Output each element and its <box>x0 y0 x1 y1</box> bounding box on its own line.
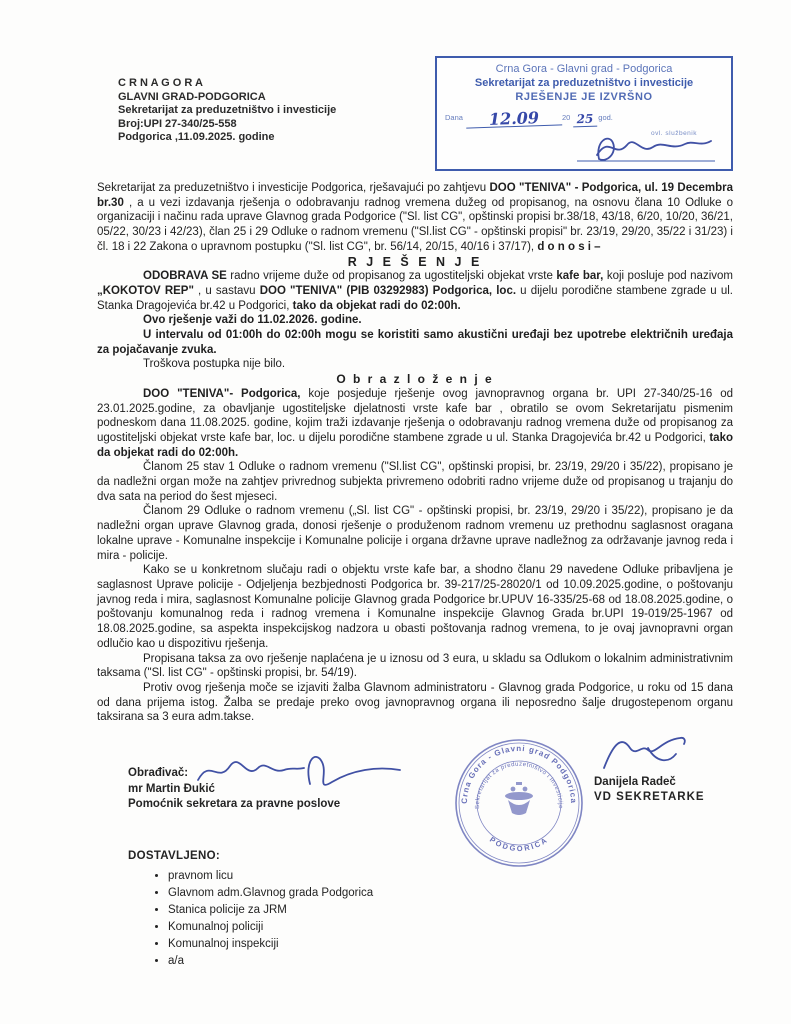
official-round-stamp <box>452 736 586 870</box>
list-item: • Komunalnoj policiji <box>168 919 373 936</box>
dispozitiv-paragraph-1 <box>97 269 733 313</box>
list-item: • Komunalnoj inspekciji <box>168 936 373 953</box>
round-stamp-bottom-text: PODGORICA <box>487 834 551 854</box>
intro-paragraph <box>97 181 733 255</box>
document-title: R J E Š E N J E <box>347 254 483 269</box>
obrazlozenje-paragraph-5: Propisana taksa za ovo rješenje naplaćena je u iznosu od 3 eura, u skladu sa Odlukom o lokalnim administrativnim taksama ("Sl. list CG" - opštinski propisi, br. 54/19). <box>97 652 733 680</box>
stamp-line-secretariat: Sekretarijat za preduzetništvo i investicije <box>474 77 694 89</box>
processor-name: mr Martin Đukić <box>128 782 215 795</box>
round-stamp-outer-text: Crna Gora - Glavni grad Podgorica <box>459 743 579 805</box>
letterhead-city: GLAVNI GRAD-PODGORICA <box>118 90 266 103</box>
stamp-date-label: Dana <box>445 113 463 122</box>
dispozitiv-venue-name: „KOKOTOV REP" <box>97 284 194 297</box>
delivered-to-list <box>128 868 373 970</box>
letterhead-place-date: Podgorica ,11.09.2025. godine <box>118 131 275 144</box>
intro-text-1: Sekretarijat za preduzetništvo i investicije Podgorica, rješavajući po zahtjevu <box>97 182 490 194</box>
document-body <box>97 181 733 725</box>
obrazlozenje-text-1: koje posjeduje rješenje ovog javnopravnog organa br. UPI 27-340/25-16 od 23.01.2025.godine, za obavljanje ugostiteljske djelatnosti vrste kafe bar , obratilo se ovom Sekretarijatu pismenim podneskom dana 11.08.2025. godine, kojim traži izdavanje rješenja o odobravanju radnog vremena duže od propisanog za ugostiteljski objekat vrste kafe bar, loc. u dijelu porodične stambene zgrade u ul. Stanka Dragojevića br.42 u Podgorici, <box>97 387 734 444</box>
clerk-signature-icon <box>569 129 719 165</box>
stamp-line-jurisdiction: Crna Gora - Glavni grad - Podgorica <box>495 63 673 75</box>
secretary-signature-icon <box>596 728 691 776</box>
executory-stamp <box>435 56 733 171</box>
stamp-date-handwritten: 12.09 <box>466 110 562 128</box>
stamp-signature-area <box>443 129 725 163</box>
stamp-line-status: RJEŠENJE JE IZVRŠNO <box>515 91 653 103</box>
obrazlozenje-paragraph-2: Članom 25 stav 1 Odluke o radnom vremenu ("Sl.list CG", opštinski propisi, br. 23/19, 29/20 i 35/22), propisano je da nadležni organ može na zahtjev privrednog subjekta privremeno odobriti radno vrijeme duže od propisanog u trajanju do dva sata na period do šest mjeseci. <box>97 461 733 503</box>
stamp-year-prefix: 20 <box>561 113 571 122</box>
obrazlozenje-paragraph-3: Članom 29 Odluke o radnom vremenu („Sl. list CG" - opštinski propisi, br. 23/19, 29/20 i 35/22), propisano je da nadležni organ uprave Glavnog grada, donosi rješenje o produženom radnom vremenu uz prethodnu saglasnost oragana lokalne uprave - Komunalne inspekcije i Komunalne policije i organa državne uprave nadležnog za održavanje javnog reda i mira - policije. <box>97 505 733 562</box>
dispozitiv-text-3: , u sastavu <box>193 284 260 297</box>
obrazlozenje-paragraph-6: Protiv ovog rješenja moče se izjaviti žalba Glavnom administratoru - Glavnog grada Podgorice, u roku od 15 dana od dana prijema istog. Žalba se predaje preko ovog javnopravnog organa ili neposredno šalje drugostepenom organu taksirana sa 3 eura adm.takse. <box>97 681 733 724</box>
secretary-signature-block <box>594 775 705 805</box>
letterhead-country: C R N A G O R A <box>118 77 203 89</box>
intro-applicant: DOO "TENIVA" - Podgorica, ul. 19 Decembra br.30 <box>97 182 733 209</box>
dispozitiv-paragraph-4: Troškova postupka nije bilo. <box>143 358 286 371</box>
svg-text:PODGORICA <box>488 835 550 853</box>
stamp-year-handwritten: 25 <box>573 112 598 128</box>
letterhead-case-number: Broj:UPI 27-340/25-558 <box>118 117 237 130</box>
list-item: • pravnom licu <box>168 868 373 885</box>
intro-text-2: , a u vezi izdavanja rješenja o odobravanju radnog vremena dužeg od propisanog, na osnovu člana 10 Odluke o organizaciji i načinu rada uprave Glavnog grada Podgorice ("Sl. list CG", opštinski propisi br.38/18, 43/18, 6/20, 10/20, 36/21, 05/22, 30/23 i 42/23), član 25 i 29 Odluke o radnom vremenu ("Sl.list CG" - opštinski propisi" br. 23/19, 29/20, 35/22 i 31/23) i čl. 18 i 22 Zakona o upravnom postupku ("Sl. list CG", br. 56/14, 20/15, 40/16 i 37/17), <box>97 196 733 253</box>
list-item: • Stanica policije za JRM <box>168 902 373 919</box>
dispozitiv-text-2: koji posluje pod nazivom <box>603 270 733 283</box>
coat-of-arms-icon <box>505 782 533 815</box>
obrazlozenje-paragraph-4: Kako se u konkretnom slučaju radi o objektu vrste kafe bar, a shodno članu 29 navedene Odluke pribavljena je saglasnost Uprave policije - Odjeljenja bezbjednosti Podgorica br. 39-217/25-28020/1 od 10.09.2025.godine, o poštovanju javnog reda i mira, saglasnost Komunalne policije Glavnog grada Podgorice br.UPUV 16-335/25-68 od 18.08.2025.godine, o poštovanju komunalnog reda i radnog vremena i Komunalne inspekcije Glavnog Grada br.UPI 19-019/25-1967 od 18.08.2025.godine, sa aspekta inspekcijskog nadzora u obasti poštovanja radnog vremena, to je ovaj javnopravni organ odlučio kao u dispozitivu rješenja. <box>97 564 733 650</box>
processor-label: Obrađivač: <box>128 767 189 779</box>
svg-text:Sekretarijat za preduzetništvo <box>475 762 563 810</box>
secretary-title: VD SEKRETARKE <box>594 791 705 803</box>
delivered-to-section <box>128 850 373 970</box>
list-item: • a/a <box>168 953 373 970</box>
obrazlozenje-working-hours: tako da objekat radi do 02:00h. <box>97 431 733 459</box>
list-item: • Glavnom adm.Glavnog grada Podgorica <box>168 885 373 902</box>
stamp-year-suffix: god. <box>598 113 613 122</box>
processor-signature-icon <box>192 748 407 798</box>
obrazlozenje-paragraph-1 <box>97 387 733 461</box>
dispozitiv-paragraph-2: Ovo rješenje važi do 11.02.2026. godine. <box>143 314 362 327</box>
letterhead <box>118 77 418 145</box>
processor-title: Pomoćnik sekretara za pravne poslove <box>128 798 341 810</box>
dispozitiv-text-4: u dijelu porodične stambene zgrade u ul. Stanka Dragojevića br.42 u Podgorici, <box>97 284 733 312</box>
intro-donosi: d o n o s i – <box>537 240 601 253</box>
secretary-name: Danijela Radeč <box>594 776 676 788</box>
dispozitiv-working-hours: tako da objekat radi do 02:00h. <box>292 299 461 312</box>
round-stamp-inner-text: Sekretarijat za preduzetništvo i investicije <box>474 761 564 810</box>
letterhead-secretariat: Sekretarijat za preduzetništvo i investicije <box>118 104 337 117</box>
obrazlozenje-heading: O b r a z l o ž e n j e <box>336 372 494 387</box>
stamp-signer-note: ovl. službenik <box>650 130 697 137</box>
dispozitiv-text-1: radno vrijeme duže od propisanog za ugostiteljski objekat vrste <box>226 270 557 283</box>
obrazlozenje-company: DOO "TENIVA"- Podgorica, <box>143 387 301 400</box>
stamp-date-row <box>443 108 725 129</box>
delivered-to-label: DOSTAVLJENO: <box>128 850 220 862</box>
dispozitiv-odobrava: ODOBRAVA SE <box>143 270 227 283</box>
dispozitiv-paragraph-3: U intervalu od 01:00h do 02:00h mogu se koristiti samo akustični uređaji bez upotrebe električnih uređaja za pojačavanje zvuka. <box>97 329 733 356</box>
dispozitiv-company: DOO "TENIVA" (PIB 03292983) Podgorica, loc. <box>259 284 517 297</box>
dispozitiv-kafe-bar: kafe bar, <box>556 270 604 283</box>
